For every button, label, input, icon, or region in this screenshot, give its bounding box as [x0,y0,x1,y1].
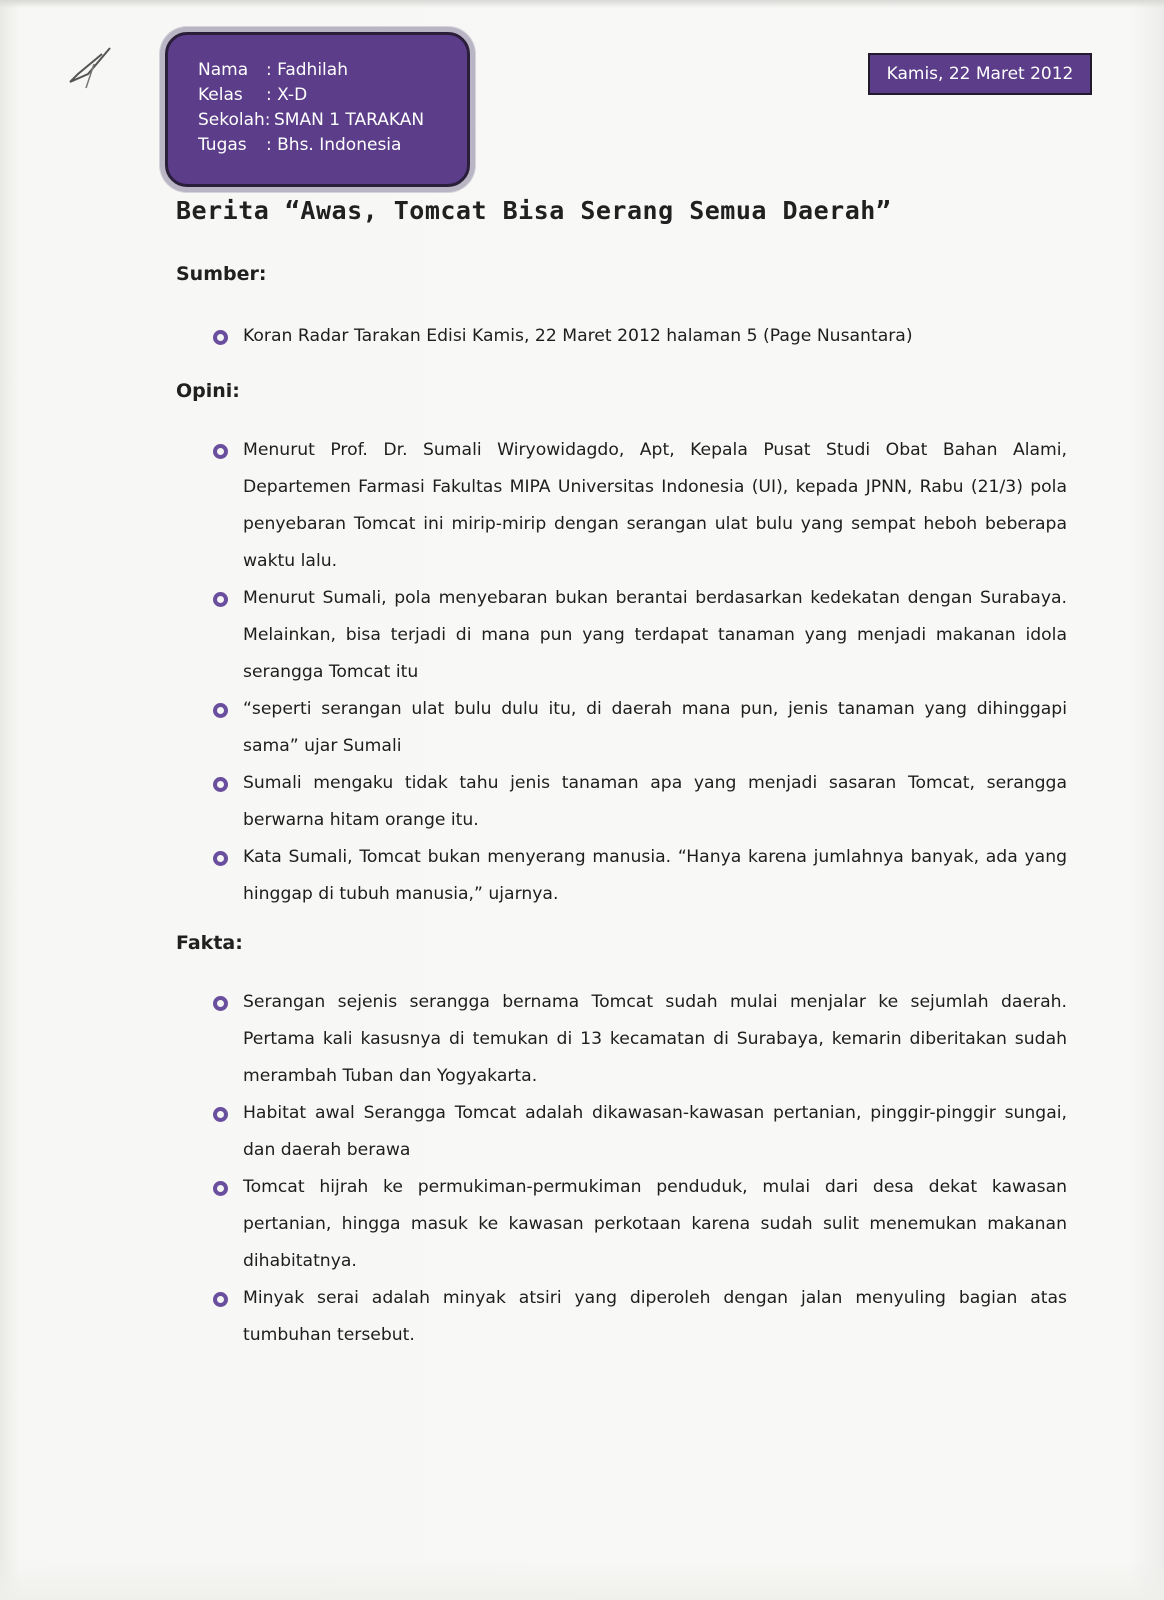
list-item [210,432,1067,580]
list-item [210,580,1067,691]
date-badge: Kamis, 22 Maret 2012 [868,53,1092,95]
info-value: : Bhs. Indonesia [266,135,402,155]
page-bottom-shade [0,1560,1164,1600]
list-item-text: Serangan sejenis serangga bernama Tomcat sudah mulai menjalar ke sejumlah daerah. Pertama kali kasusnya di temukan di 13 kecamatan di Surabaya, kemarin diberitakan sudah merambah Tuban dan Yogyakarta. [243,992,1067,1086]
bullet-icon [213,703,228,718]
list-fakta [210,984,1067,1354]
list-item-text: Menurut Sumali, pola menyebaran bukan berantai berdasarkan kedekatan dengan Surabaya. Melainkan, bisa terjadi di mana pun yang terdapat tanaman yang menjadi makanan idola serangga Tomcat itu [243,588,1067,682]
list-item [210,318,1067,355]
list-item [210,1095,1067,1169]
info-label: Nama [198,60,249,80]
info-row-sekolah [198,110,424,130]
info-label: Sekolah: [198,110,271,130]
bullet-icon [213,851,228,866]
info-row-nama [198,60,348,80]
student-info-box [165,32,470,187]
list-item [210,765,1067,839]
info-label: Kelas [198,85,243,105]
list-item [210,1280,1067,1354]
info-value: : Fadhilah [266,60,348,80]
list-item [210,984,1067,1095]
staple-mark-icon [58,44,118,94]
list-item [210,1169,1067,1280]
bullet-icon [213,1107,228,1122]
heading-fakta: Fakta: [176,932,243,954]
info-label: Tugas [198,135,247,155]
heading-opini: Opini: [176,380,240,402]
list-item-text: Minyak serai adalah minyak atsiri yang diperoleh dengan jalan menyuling bagian atas tumbuhan tersebut. [243,1288,1067,1345]
list-opini [210,432,1067,913]
list-item-text: Sumali mengaku tidak tahu jenis tanaman apa yang menjadi sasaran Tomcat, serangga berwarna hitam orange itu. [243,773,1067,830]
list-item-text: Kata Sumali, Tomcat bukan menyerang manusia. “Hanya karena jumlahnya banyak, ada yang hinggap di tubuh manusia,” ujarnya. [243,847,1067,904]
list-item-text: Tomcat hijrah ke permukiman-permukiman penduduk, mulai dari desa dekat kawasan pertanian, hingga masuk ke kawasan perkotaan karena sudah sulit menemukan makanan dihabitatnya. [243,1177,1067,1271]
list-sumber [210,318,1067,355]
list-item-text: Habitat awal Serangga Tomcat adalah dikawasan-kawasan pertanian, pinggir-pinggir sungai, dan daerah berawa [243,1103,1067,1160]
bullet-icon [213,777,228,792]
bullet-icon [213,996,228,1011]
bullet-icon [213,1292,228,1307]
bullet-icon [213,1181,228,1196]
info-row-kelas [198,85,307,105]
info-value: : X-D [266,85,308,105]
list-item-text: “seperti serangan ulat bulu dulu itu, di daerah mana pun, jenis tanaman yang dihinggapi sama” ujar Sumali [243,699,1067,756]
info-row-tugas [198,135,401,155]
list-item [210,691,1067,765]
list-item-text: Koran Radar Tarakan Edisi Kamis, 22 Maret 2012 halaman 5 (Page Nusantara) [243,326,913,346]
bullet-icon [213,592,228,607]
list-item-text: Menurut Prof. Dr. Sumali Wiryowidagdo, Apt, Kepala Pusat Studi Obat Bahan Alami, Departemen Farmasi Fakultas MIPA Universitas Indonesia (UI), kepada JPNN, Rabu (21/3) pola penyebaran Tomcat ini mirip-mirip dengan serangan ulat bulu yang sempat heboh beberapa waktu lalu. [243,440,1067,571]
heading-sumber: Sumber: [176,263,267,285]
bullet-icon [213,330,228,345]
document-title: Berita “Awas, Tomcat Bisa Serang Semua Daerah” [176,196,892,225]
bullet-icon [213,444,228,459]
info-value: SMAN 1 TARAKAN [274,110,425,130]
page-top-shadow [0,0,1164,8]
list-item [210,839,1067,913]
